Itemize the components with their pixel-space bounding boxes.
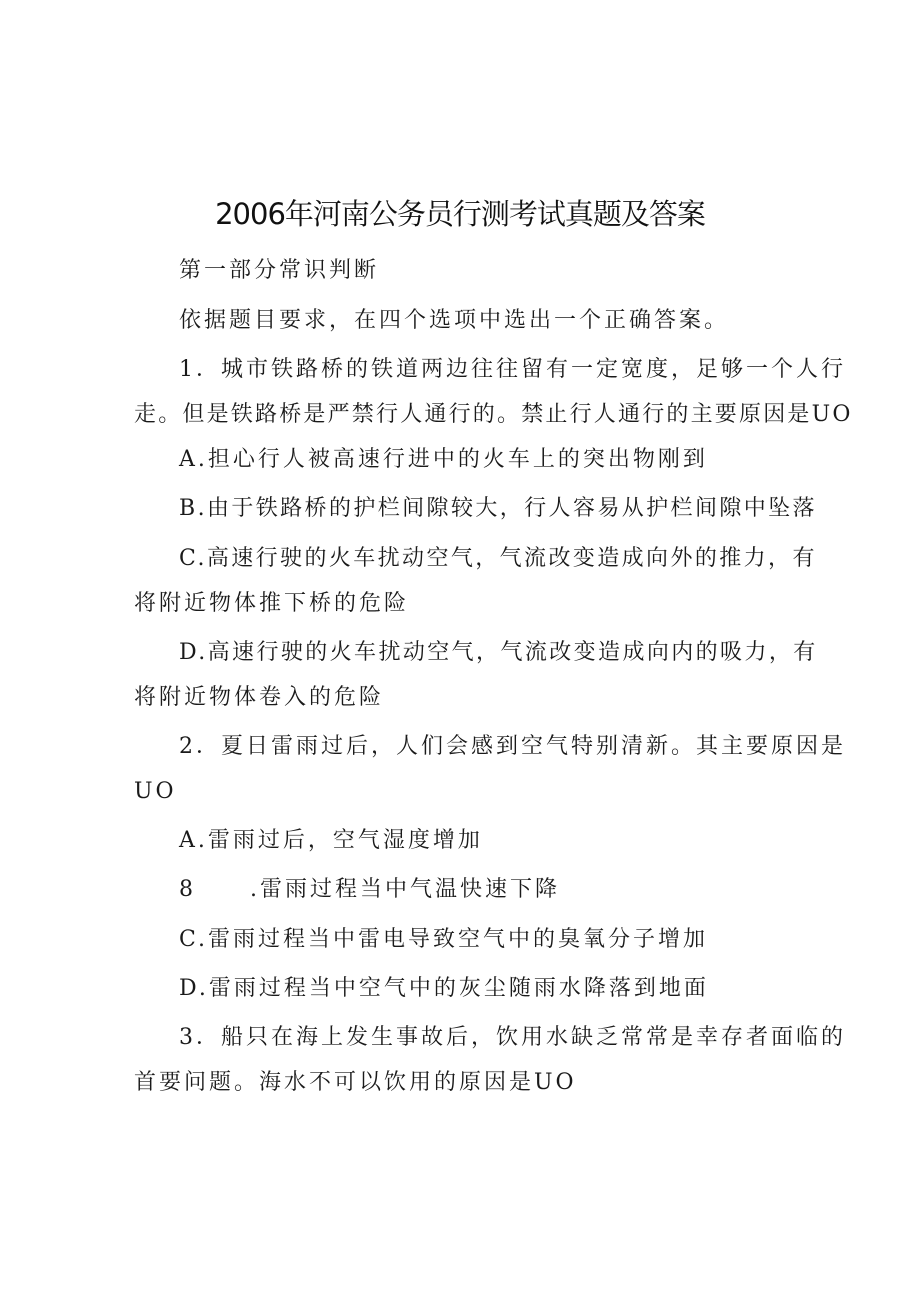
question-1-stem-line-1: 1．城市铁路桥的铁道两边往往留有一定宽度，足够一个人行 [179, 357, 846, 382]
question-1-option-c-line-2: 将附近物体推下桥的危险 [134, 591, 410, 616]
question-2-option-b-text: .雷雨过程当中气温快速下降 [250, 877, 560, 902]
question-2-option-c: C.雷雨过程当中雷电导致空气中的臭氧分子增加 [179, 927, 709, 952]
question-1-option-c-line-1: C.高速行驶的火车扰动空气，气流改变造成向外的推力，有 [179, 546, 817, 571]
question-2-option-d: D.雷雨过程当中空气中的灰尘随雨水降落到地面 [179, 976, 709, 1001]
section-heading: 第一部分常识判断 [179, 258, 380, 283]
question-2-option-b [179, 875, 560, 905]
question-1-option-a: A.担心行人被高速行进中的火车上的突出物刚到 [179, 447, 708, 472]
question-2-option-b-number: 8 [179, 877, 196, 902]
question-2-stem-line-2: UO [134, 779, 177, 804]
question-2-stem-line-1: 2．夏日雷雨过后，人们会感到空气特别清新。其主要原因是 [179, 734, 846, 759]
question-3-stem-line-1: 3．船只在海上发生事故后，饮用水缺乏常常是幸存者面临的 [179, 1025, 846, 1050]
question-1-stem-line-2: 走。但是铁路桥是严禁行人通行的。禁止行人通行的主要原因是UO [134, 402, 853, 427]
question-2-option-a: A.雷雨过后，空气湿度增加 [179, 828, 483, 853]
instruction-text: 依据题目要求，在四个选项中选出一个正确答案。 [179, 308, 730, 333]
question-1-option-d-line-2: 将附近物体卷入的危险 [134, 685, 385, 710]
question-1-option-b: B.由于铁路桥的护栏间隙较大，行人容易从护栏间隙中坠落 [179, 496, 817, 521]
document-title: 2006年河南公务员行测考试真题及答案 [215, 197, 705, 231]
question-3-stem-line-2: 首要问题。海水不可以饮用的原因是UO [134, 1070, 577, 1095]
question-1-option-d-line-1: D.高速行驶的火车扰动空气，气流改变造成向内的吸力，有 [179, 640, 818, 665]
